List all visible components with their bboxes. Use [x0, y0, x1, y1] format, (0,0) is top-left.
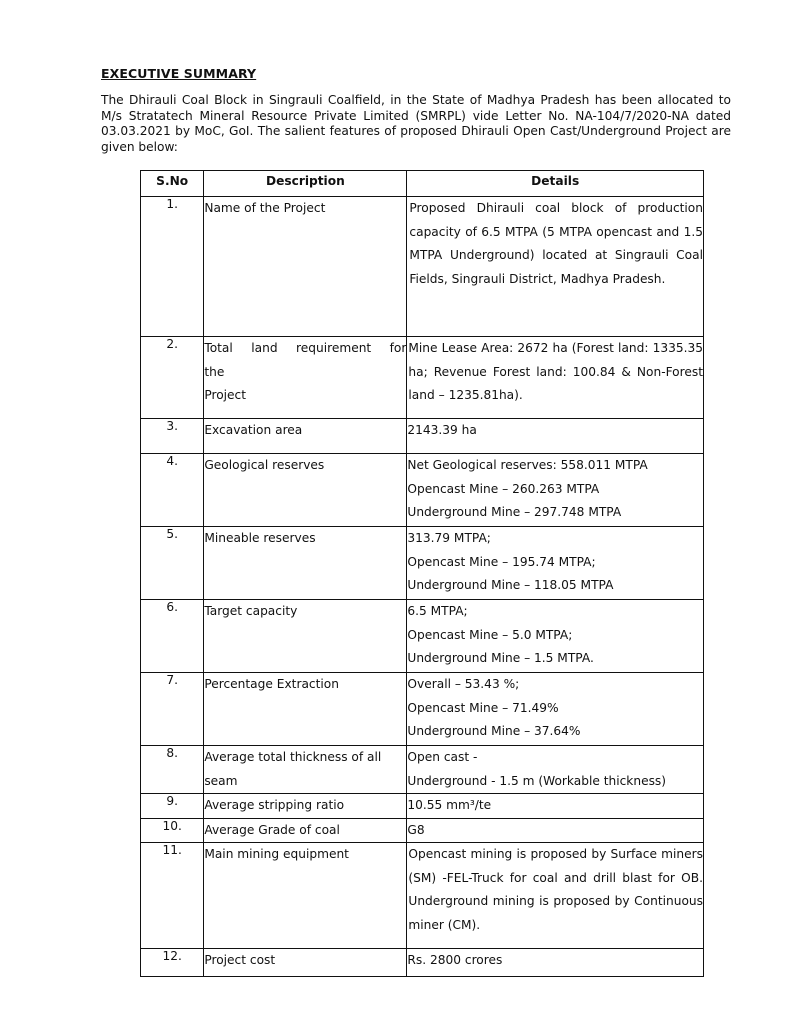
row-description: Target capacity [204, 600, 407, 673]
salient-features-table [140, 170, 704, 977]
row-description: Geological reserves [204, 454, 407, 527]
table-row [141, 673, 704, 746]
details-line: Opencast Mine – 5.0 MTPA; [407, 627, 573, 642]
details-line: Underground - 1.5 m (Workable thickness) [407, 773, 667, 788]
description-line: the [204, 364, 225, 379]
details-line: Opencast Mine – 71.49% [407, 700, 559, 715]
row-details: Opencast mining is proposed by Surface miners (SM) -FEL-Truck for coal and drill blast for OB. Underground mining is proposed by Continuous miner (CM). [407, 843, 704, 949]
row-details [407, 673, 704, 746]
row-sno: 3. [141, 419, 204, 454]
row-sno: 6. [141, 600, 204, 673]
table-row [141, 818, 704, 843]
details-line: Underground Mine – 118.05 MTPA [407, 578, 614, 592]
details-line: Open cast - [407, 750, 478, 764]
table-row [141, 419, 704, 454]
table-row [141, 454, 704, 527]
row-description: Mineable reserves [204, 527, 407, 600]
table-row [141, 337, 704, 419]
details-line: Opencast Mine – 260.263 MTPA [407, 481, 600, 496]
row-description: Average Grade of coal [204, 818, 407, 843]
details-line: Net Geological reserves: 558.011 MTPA [407, 458, 648, 472]
row-sno: 12. [141, 949, 204, 977]
row-sno: 8. [141, 746, 204, 794]
row-details [407, 454, 704, 527]
header-details: Details [407, 171, 704, 197]
row-description: Name of the Project [204, 197, 407, 337]
details-line: 313.79 MTPA; [407, 531, 491, 545]
row-sno: 5. [141, 527, 204, 600]
row-details [407, 600, 704, 673]
header-description: Description [204, 171, 407, 197]
description-line: seam [204, 773, 238, 788]
row-sno: 11. [141, 843, 204, 949]
table-row [141, 197, 704, 337]
table-row [141, 843, 704, 949]
details-line: Underground Mine – 297.748 MTPA [407, 505, 622, 519]
row-description [204, 746, 407, 794]
table-header-row [141, 171, 704, 197]
table-row [141, 527, 704, 600]
row-details: G8 [407, 818, 704, 843]
row-description: Project cost [204, 949, 407, 977]
table-row [141, 746, 704, 794]
table-row [141, 794, 704, 819]
row-description: Average stripping ratio [204, 794, 407, 819]
row-sno: 9. [141, 794, 204, 819]
row-sno: 7. [141, 673, 204, 746]
row-sno: 10. [141, 818, 204, 843]
header-sno: S.No [141, 171, 204, 197]
row-description: Excavation area [204, 419, 407, 454]
row-description: Main mining equipment [204, 843, 407, 949]
details-line: Underground Mine – 1.5 MTPA. [407, 651, 594, 665]
details-line: 6.5 MTPA; [407, 604, 468, 618]
description-line: Average total thickness of all [204, 750, 382, 764]
details-line: Overall – 53.43 %; [407, 677, 520, 691]
row-sno: 1. [141, 197, 204, 337]
description-line: Total land requirement for [204, 341, 407, 355]
description-line: Project [204, 388, 247, 402]
row-details: Proposed Dhirauli coal block of production capacity of 6.5 MTPA (5 MTPA opencast and 1.5 MTPA Underground) located at Singrauli Coal Fields, Singrauli District, Madhya Pradesh. [407, 197, 704, 337]
row-details [407, 527, 704, 600]
table-row [141, 600, 704, 673]
row-details [407, 746, 704, 794]
table-row [141, 949, 704, 977]
document-heading: EXECUTIVE SUMMARY [101, 66, 257, 81]
row-description [204, 337, 407, 419]
row-details: Rs. 2800 crores [407, 949, 704, 977]
row-sno: 2. [141, 337, 204, 419]
row-description: Percentage Extraction [204, 673, 407, 746]
details-line: Opencast Mine – 195.74 MTPA; [407, 554, 596, 569]
row-details: 10.55 mm³/te [407, 794, 704, 819]
intro-paragraph: The Dhirauli Coal Block in Singrauli Coalfield, in the State of Madhya Pradesh has been allocated to M/s Stratatech Mineral Resource Private Limited (SMRPL) vide Letter No. NA-104/7/2020-NA dated 03.03.2021 by MoC, GoI. The salient features of proposed Dhirauli Open Cast/Underground Project are given below: [101, 93, 731, 154]
row-sno: 4. [141, 454, 204, 527]
details-line: Underground Mine – 37.64% [407, 724, 581, 738]
row-details: Mine Lease Area: 2672 ha (Forest land: 1335.35 ha; Revenue Forest land: 100.84 & Non-Forest land – 1235.81ha). [407, 337, 704, 419]
row-details: 2143.39 ha [407, 419, 704, 454]
